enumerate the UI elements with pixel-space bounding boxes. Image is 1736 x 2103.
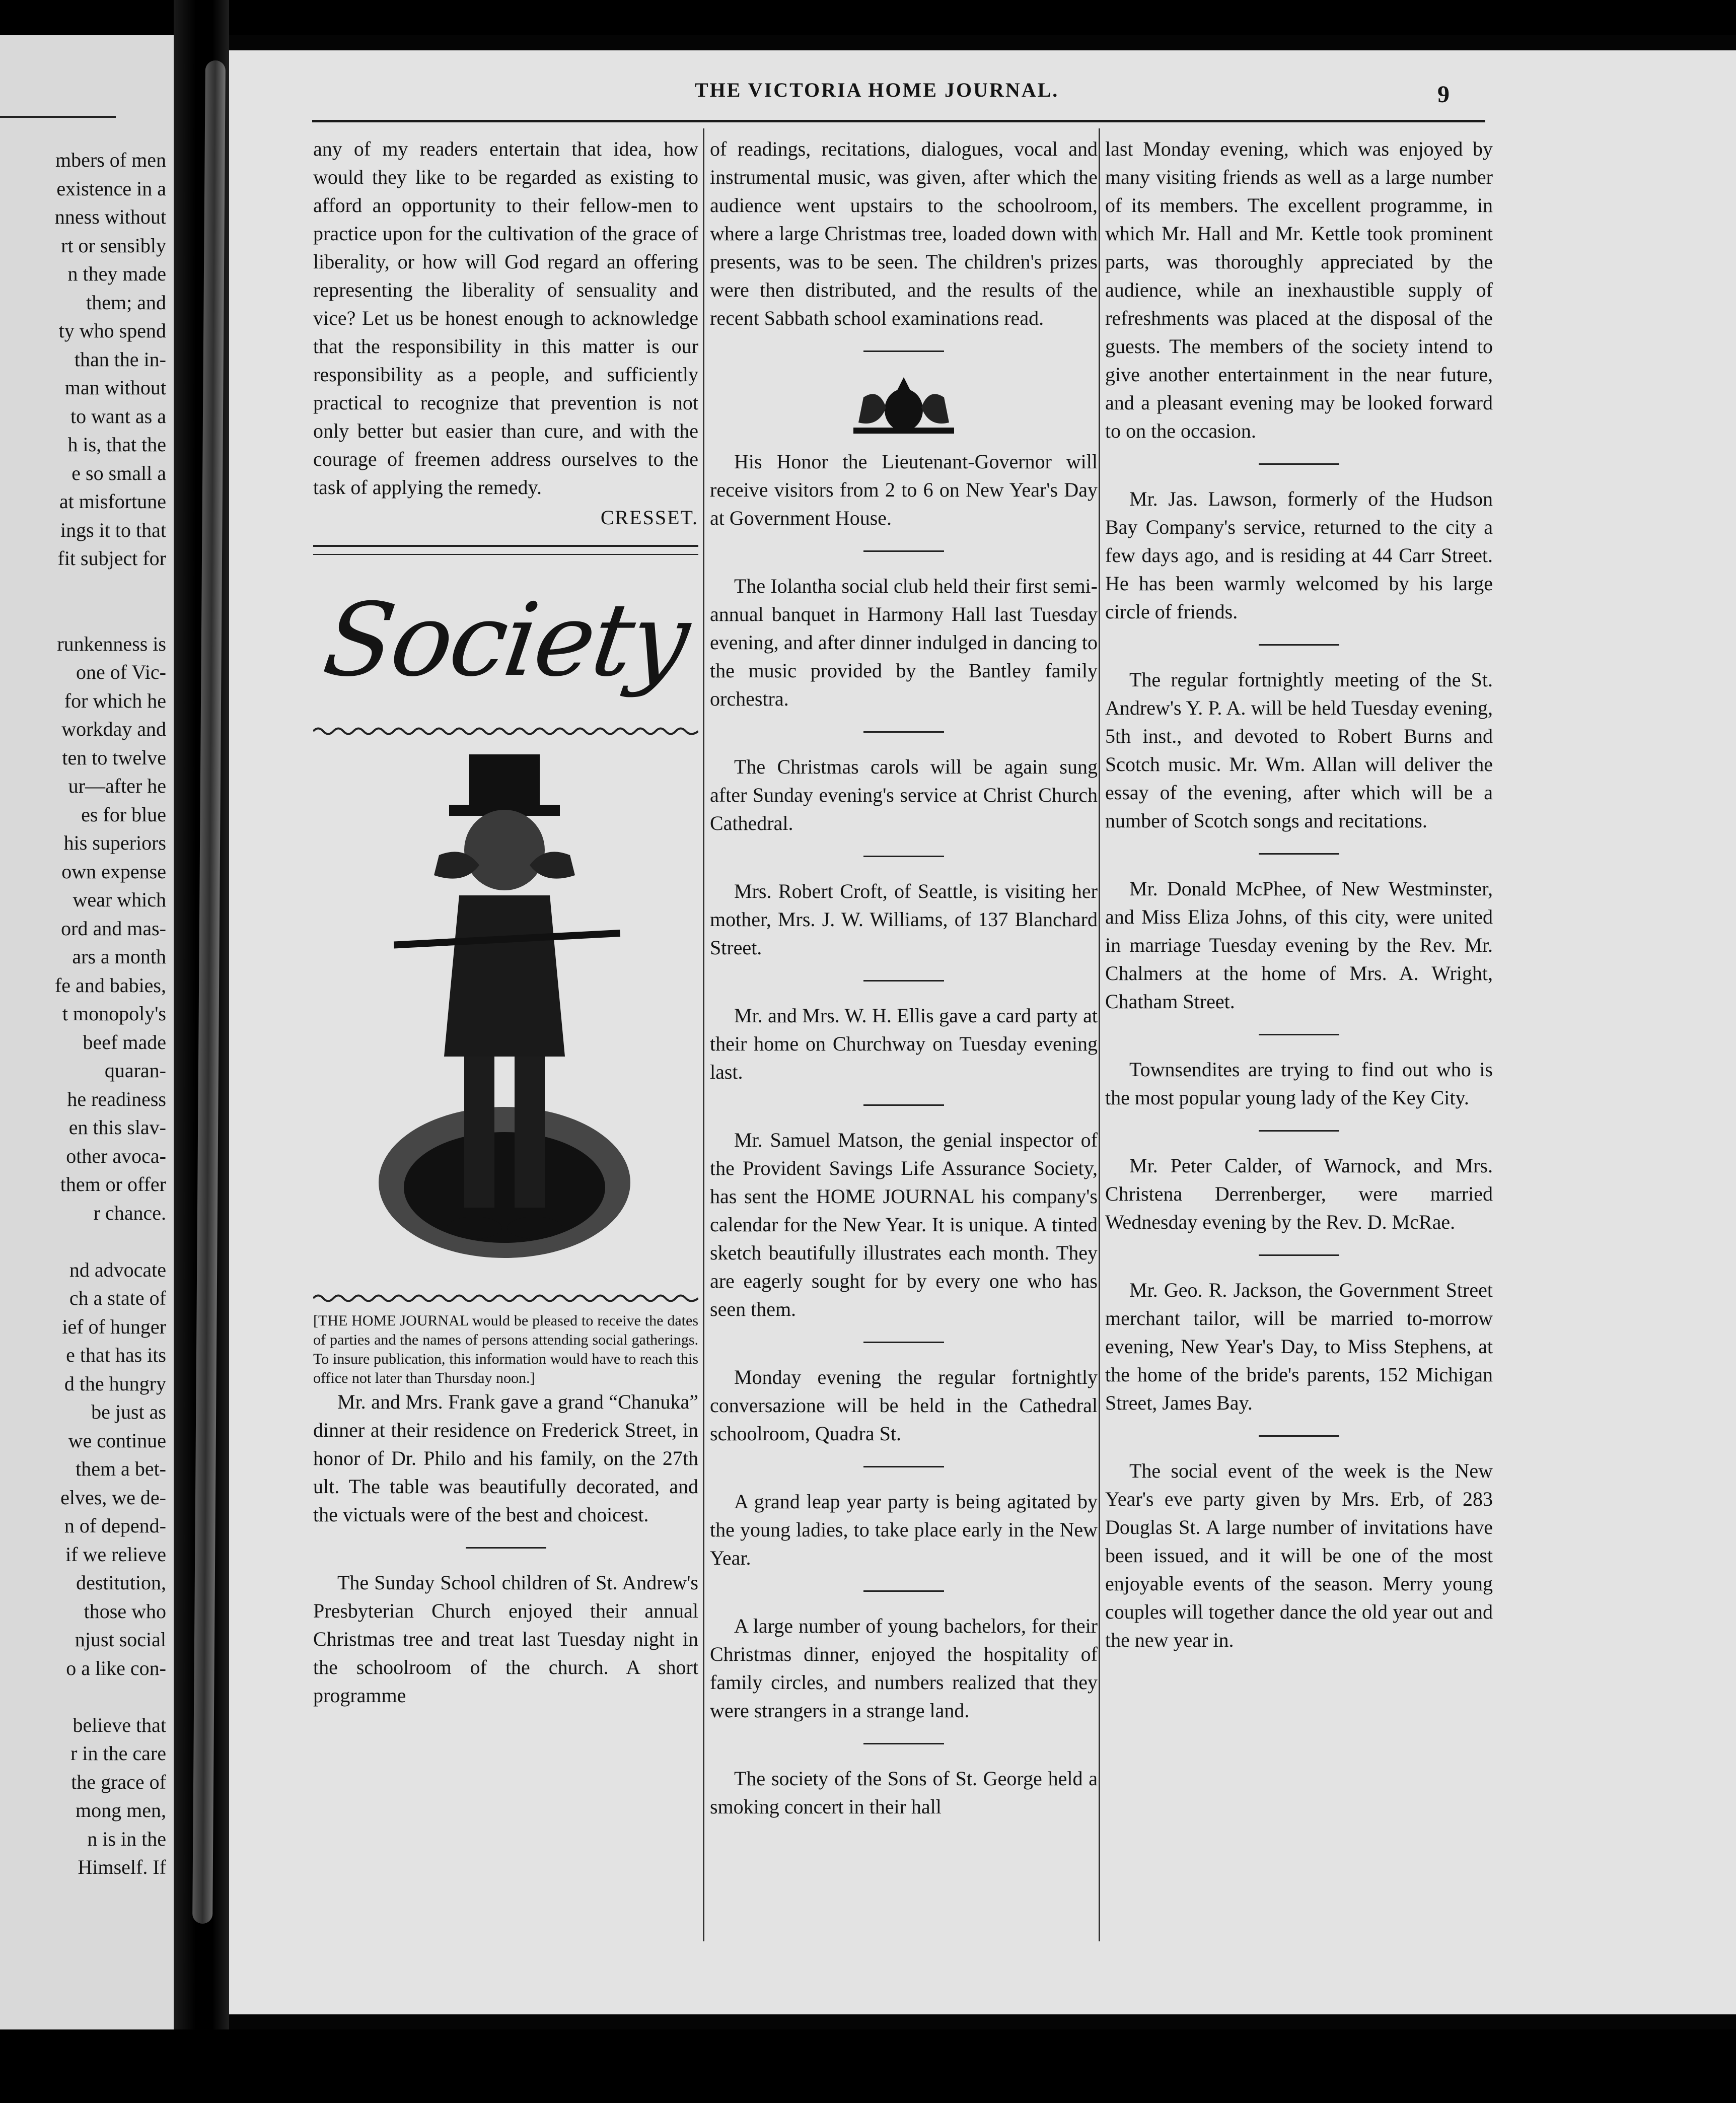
- crest-icon: [843, 372, 964, 438]
- facing-page-line: ten to twelve: [62, 746, 166, 769]
- facing-page-line: ur—after he: [68, 775, 166, 797]
- facing-page-line: mbers of men: [55, 149, 166, 171]
- item-separator: [863, 1104, 944, 1106]
- facing-page-line: them or offer: [60, 1173, 166, 1196]
- society-item: The Iolantha social club held their first semi-annual banquet in Harmony Hall last Tuesday evening, and after dinner indulged in dancing to the music provided by the Bantley family orchestra.: [710, 575, 1098, 710]
- society-item: Mr. Peter Calder, of Warnock, and Mrs. Christena Derrenberger, were married Wednesday evening by the Rev. D. McRae.: [1105, 1154, 1493, 1233]
- column-rule-2: [1099, 128, 1100, 1941]
- facing-page-line: nd advocate: [69, 1258, 166, 1281]
- facing-page-line: runkenness is: [57, 632, 166, 655]
- facing-page-line: [0, 601, 166, 630]
- facing-page-line: beef made: [83, 1030, 166, 1054]
- article-continuation: any of my readers entertain that idea, how would they like to be regarded as existing to afford an opportunity to their fellow-men to practice upon for the cultivation of the grace of liberality, or how will God regard an offering representing the liberality of sensuality and vice? Let us be honest enough to acknowledge that the responsibility in this matter is our responsibility as a people, and sufficiently practical to recognize that prevention is not only better but easier than cure, and with the courage of freemen address ourselves to the task of applying the remedy.: [313, 137, 698, 499]
- facing-page-line: o a like con-: [66, 1656, 166, 1679]
- facing-page-line: other avoca-: [66, 1144, 166, 1167]
- facing-page-line: for which he: [64, 689, 166, 712]
- item-separator: [863, 1590, 944, 1592]
- facing-page-line: quaran-: [104, 1059, 166, 1082]
- facing-page-line: them; and: [86, 291, 166, 314]
- facing-page-line: r in the care: [70, 1742, 166, 1765]
- facing-page-left: [0, 35, 174, 2029]
- society-item: Mr. and Mrs. W. H. Ellis gave a card party at their home on Churchway on Tuesday evening last.: [710, 1004, 1098, 1083]
- page-number: 9: [1437, 81, 1450, 108]
- item-separator: [1259, 1130, 1339, 1132]
- facing-page-line: en this slav-: [68, 1116, 166, 1139]
- facing-page-line: those who: [84, 1599, 166, 1623]
- item-separator: [863, 1342, 944, 1343]
- item-continuation: last Monday evening, which was enjoyed by many visiting friends as well as a large number of its members. The excellent programme, in which Mr. Hall and Mr. Kettle took prominent parts, was thoroughly appreciated by the audience, while an inexhaustible supply of refreshments was placed at the disposal of the guests. The members of the society intend to give another entertainment in the near future, and a pleasant evening may be looked forward to on the occasion.: [1105, 137, 1493, 442]
- society-item: Townsendites are trying to find out who is the most popular young lady of the Key City.: [1105, 1058, 1493, 1109]
- facing-page-line: own expense: [61, 860, 166, 883]
- society-item: The Christmas carols will be again sung after Sunday evening's service at Christ Church Cathedral.: [710, 755, 1098, 834]
- item-separator: [1259, 644, 1339, 646]
- facing-page-line: e so small a: [71, 461, 166, 484]
- column-2: [710, 135, 1098, 1821]
- facing-page-line: ars a month: [72, 945, 166, 968]
- item-separator: [863, 1466, 944, 1467]
- top-hat-figure-illustration: [313, 744, 698, 1283]
- facing-page-line: rt or sensibly: [61, 234, 166, 257]
- society-item: Mr. Donald McPhee, of New Westminster, and Miss Eliza Johns, of this city, were united in marriage Tuesday evening by the Rev. Mr. Chalmers at the home of Mrs. A. Wright, Chatham Street.: [1105, 877, 1493, 1013]
- facing-page-line: he readiness: [67, 1087, 166, 1110]
- facing-page-line: ief of hunger: [62, 1315, 166, 1338]
- facing-page-line: them a bet-: [76, 1457, 166, 1480]
- facing-page-line: than the in-: [74, 347, 166, 371]
- facing-page-line: fe and babies,: [54, 973, 166, 997]
- society-item: The society of the Sons of St. George held a smoking concert in their hall: [710, 1767, 1098, 1818]
- facing-page-line: be just as: [91, 1400, 166, 1423]
- masthead-title: THE VICTORIA HOME JOURNAL.: [695, 79, 1059, 101]
- figure-icon: [313, 744, 698, 1283]
- facing-page-line: if we relieve: [65, 1543, 166, 1566]
- society-item: A grand leap year party is being agitated by the young ladies, to take place early in the New Year.: [710, 1490, 1098, 1569]
- facing-page-line: one of Vic-: [76, 661, 166, 683]
- scan-border-bottom: [0, 2029, 1736, 2103]
- society-item: Mr. Geo. R. Jackson, the Government Street merchant tailor, will be married to-morrow evening, New Year's Day, to Miss Stephens, at the home of the bride's parents, 152 Michigan Street, James Bay.: [1105, 1279, 1493, 1414]
- facing-page-line: mong men,: [76, 1799, 166, 1821]
- society-item: The regular fortnightly meeting of the St. Andrew's Y. P. A. will be held Tuesday evening, 5th inst., and devoted to Robert Burns and Scotch music. Mr. Wm. Allan will deliver the essay of the evening, after which will be a number of Scotch songs and recitations.: [1105, 668, 1493, 832]
- facing-page-line: man without: [64, 376, 166, 399]
- royal-crest-icon: [710, 372, 1098, 438]
- header-rule: [312, 120, 1485, 122]
- column-3: [1105, 135, 1493, 1654]
- wavy-rule-icon: [313, 726, 698, 737]
- facing-page-line: existence in a: [56, 177, 166, 200]
- facing-page-rule: [0, 116, 116, 118]
- facing-page-line: at misfortune: [59, 490, 166, 513]
- facing-page-line: d the hungry: [64, 1372, 166, 1395]
- society-item: A large number of young bachelors, for their Christmas dinner, enjoyed the hospitality of family circles, and numbers realized that they were strangers in a strange land.: [710, 1615, 1098, 1722]
- submission-notice: [THE HOME JOURNAL would be pleased to receive the dates of parties and the names of persons attending social gatherings. To insure publication, this information would have to reach this office not later than Thursday noon.]: [313, 1312, 698, 1386]
- facing-page-text-fragments: [0, 146, 166, 1882]
- scan-border-top: [0, 0, 1736, 35]
- facing-page-line: believe that: [73, 1713, 166, 1736]
- item-separator: [863, 350, 944, 352]
- facing-page-line: we continue: [68, 1429, 166, 1452]
- facing-page-line: n is in the: [87, 1827, 166, 1850]
- item-continuation: of readings, recitations, dialogues, vocal and instrumental music, was given, after which the audience went upstairs to the schoolroom, where a large Christmas tree, loaded down with presents, was to be seen. The children's prizes were then distributed, and the results of the recent Sabbath school examinations read.: [710, 137, 1098, 329]
- section-divider: [313, 545, 698, 555]
- facing-page-line: [0, 573, 166, 602]
- facing-page-line: njust social: [75, 1628, 166, 1651]
- facing-page-line: n of depend-: [64, 1514, 166, 1537]
- item-separator: [466, 1547, 546, 1549]
- facing-page-line: elves, we de-: [60, 1486, 166, 1509]
- facing-page-line: destitution,: [76, 1571, 166, 1594]
- article-signature: CRESSET.: [600, 506, 698, 529]
- society-item: Mrs. Robert Croft, of Seattle, is visiting her mother, Mrs. J. W. Williams, of 137 Blanchard Street.: [710, 880, 1098, 959]
- facing-page-line: ord and mas-: [61, 917, 166, 940]
- facing-page-line: t monopoly's: [62, 1002, 166, 1025]
- society-item: The Sunday School children of St. Andrew's Presbyterian Church enjoyed their annual Christmas tree and treat last Tuesday night in the schoolroom of the church. A short programme: [313, 1571, 698, 1707]
- facing-page-line: r chance.: [93, 1201, 166, 1224]
- society-item: Monday evening the regular fortnightly conversazione will be held in the Cathedral schoolroom, Quadra St.: [710, 1366, 1098, 1445]
- column-rule-1: [703, 128, 704, 1941]
- society-item: Mr. and Mrs. Frank gave a grand “Chanuka” dinner at their residence on Frederick Street, in honor of Dr. Philo and his family, on the 27th ult. The table was beautifully decorated, and the victuals were of the best and choicest.: [313, 1390, 698, 1526]
- facing-page-line: fit subject for: [57, 547, 166, 570]
- facing-page-line: [0, 1227, 166, 1256]
- item-separator: [863, 731, 944, 733]
- facing-page-line: [0, 1683, 166, 1711]
- facing-page-line: e that has its: [66, 1344, 166, 1366]
- facing-page-line: ty who spend: [58, 319, 166, 342]
- facing-page-line: ch a state of: [69, 1287, 166, 1309]
- facing-page-line: ings it to that: [60, 518, 166, 541]
- facing-page-line: Himself. If: [78, 1856, 166, 1878]
- society-heading: [313, 565, 698, 716]
- facing-page-line: es for blue: [81, 803, 166, 826]
- item-separator: [863, 980, 944, 982]
- facing-page-line: nness without: [54, 205, 166, 228]
- facing-page-line: n they made: [67, 262, 166, 285]
- item-separator: [1259, 1435, 1339, 1437]
- facing-page-line: to want as a: [70, 404, 166, 428]
- society-item: Mr. Samuel Matson, the genial inspector of the Provident Savings Life Assurance Society, has sent the HOME JOURNAL his company's calendar for the New Year. It is unique. A tinted sketch beautifully illustrates each month. They are eagerly sought for by every one who has seen them.: [710, 1129, 1098, 1320]
- wavy-rule-bottom-icon: [313, 1293, 698, 1304]
- facing-page-line: the grace of: [71, 1770, 166, 1793]
- item-separator: [1259, 1034, 1339, 1035]
- column-1: [313, 135, 698, 1710]
- facing-page-line: his superiors: [63, 831, 166, 854]
- item-separator: [863, 856, 944, 857]
- item-separator: [1259, 853, 1339, 855]
- item-separator: [1259, 463, 1339, 465]
- facing-page-line: wear which: [73, 888, 166, 911]
- item-separator: [1259, 1254, 1339, 1256]
- facing-page-line: workday and: [61, 718, 166, 740]
- item-separator: [863, 550, 944, 552]
- society-item: Mr. Jas. Lawson, formerly of the Hudson Bay Company's service, returned to the city a few days ago, and is residing at 44 Carr Street. He has been warmly welcomed by his large circle of friends.: [1105, 487, 1493, 623]
- society-heading-text: Society: [317, 582, 695, 699]
- item-separator: [863, 1743, 944, 1744]
- facing-page-line: h is, that the: [67, 433, 166, 456]
- society-item: The social event of the week is the New Year's eve party given by Mrs. Erb, of 283 Douglas St. A large number of invitations have been issued, and it will be one of the most enjoyable events of the season. Merry young couples will together dance the old year out and the new year in.: [1105, 1459, 1493, 1651]
- society-item: His Honor the Lieutenant-Governor will receive visitors from 2 to 6 on New Year's Day at Government House.: [710, 450, 1098, 529]
